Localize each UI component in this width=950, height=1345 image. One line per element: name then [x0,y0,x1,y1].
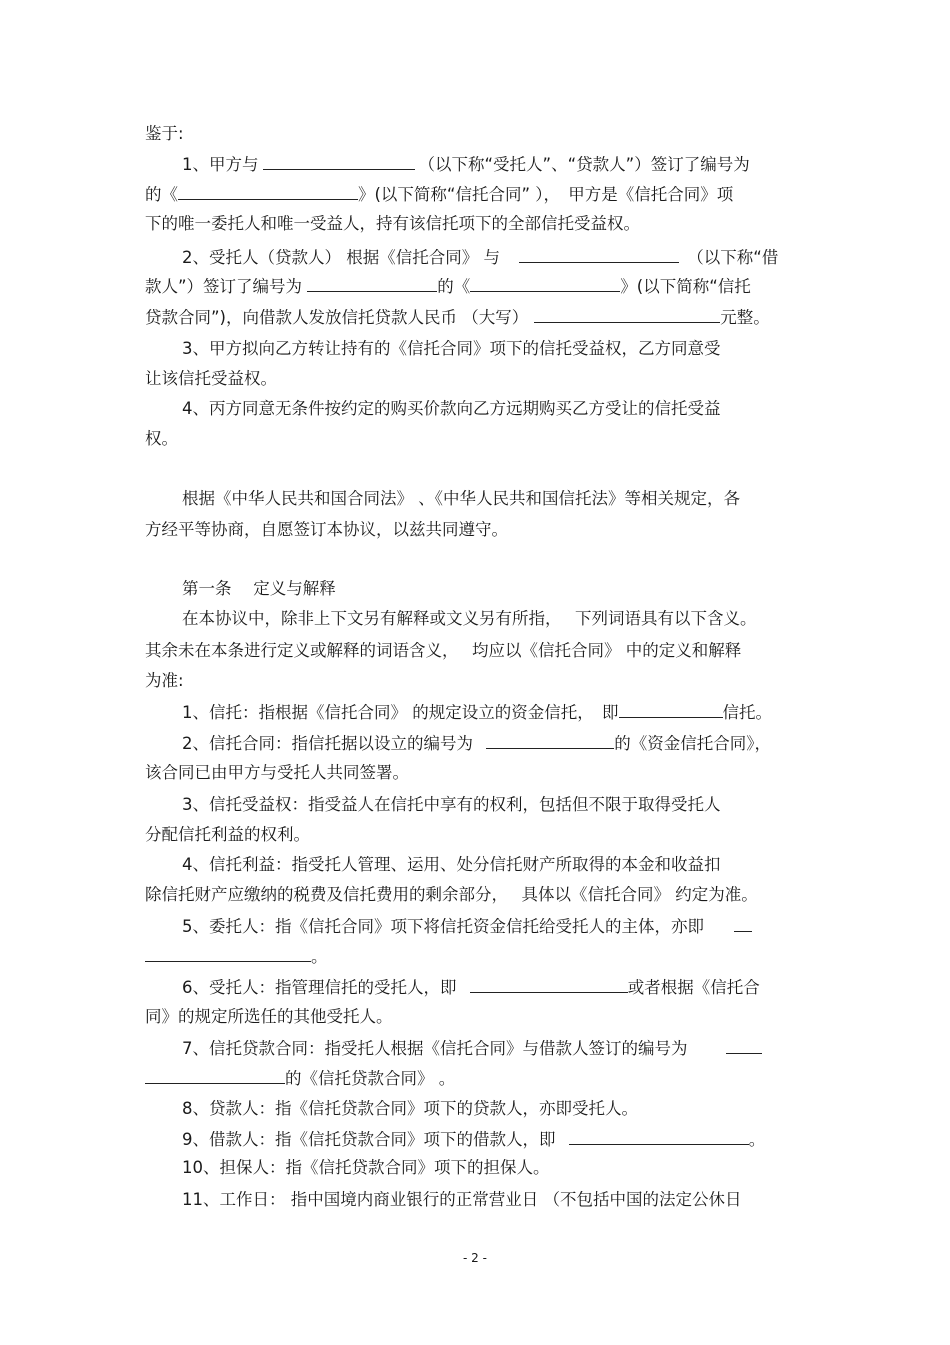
line-text: 或者根据《信托合 [627,978,760,997]
text-line [145,519,508,541]
text-line [182,608,757,630]
text-line [182,915,752,938]
line-text: 》(以下简称“信托合同” ）， 甲方是《信托合同》项 [358,185,734,204]
fill-in-blank[interactable] [734,915,752,932]
text-line [145,1067,455,1090]
text-line [182,398,721,420]
fill-in-blank[interactable] [619,701,723,718]
line-text: 同》的规定所选任的其他受托人。 [145,1007,393,1026]
fill-in-blank[interactable] [263,153,415,170]
line-text: 下的唯一委托人和唯一受益人，持有该信托项下的全部信托受益权。 [145,214,640,233]
line-text: 8、贷款人：指《信托贷款合同》项下的贷款人，亦即受托人。 [182,1099,638,1118]
fill-in-blank[interactable] [470,976,628,993]
fill-in-blank[interactable] [145,945,311,962]
line-text: 其余未在本条进行定义或解释的词语含义， 均应以《信托合同》 中的定义和解释 [145,641,742,660]
line-text: 的《资金信托合同》， [614,734,771,753]
text-line [182,1128,765,1151]
fill-in-blank[interactable] [534,306,720,323]
line-text: 2、信托合同：指信托据以设立的编号为 [182,734,479,753]
line-text: 9、借款人：指《信托贷款合同》项下的借款人，即 [182,1130,561,1149]
line-text: 鉴于: [145,124,184,143]
line-text: 4、信托利益：指受托人管理、运用、处分信托财产所取得的本金和收益扣 [182,855,721,874]
line-text: 为准: [145,671,184,690]
line-text: 》(以下简称“信托 [620,277,751,296]
text-line [182,1189,742,1211]
text-line [145,306,770,329]
fill-in-blank[interactable] [519,246,679,263]
text-line [145,123,184,145]
text-line [182,338,721,360]
fill-in-blank[interactable] [145,1067,285,1084]
line-text: 2、受托人（贷款人） 根据《信托合同》 与 [182,248,506,267]
line-text: 权。 [145,429,178,448]
page-number: - 2 - [463,1251,487,1265]
line-text: 10、担保人：指《信托贷款合同》项下的担保人。 [182,1158,550,1177]
line-text: 在本协议中，除非上下文另有解释或文义另有所指， 下列词语具有以下含义。 [182,609,757,628]
text-line [145,670,184,692]
line-text: 的《 [145,185,178,204]
line-text: 元整。 [720,308,770,327]
text-line [145,213,640,235]
text-line [145,640,741,662]
text-line [182,153,750,176]
line-text: 款人”）签订了编号为 [145,277,308,296]
text-line [145,945,328,968]
fill-in-blank[interactable] [307,275,437,292]
line-text: 让该信托受益权。 [145,369,277,388]
line-text: 11、工作日： 指中国境内商业银行的正常营业日 （不包括中国的法定公休日 [182,1190,742,1209]
fill-in-blank[interactable] [726,1037,762,1054]
line-text: 方经平等协商，自愿签订本协议，以兹共同遵守。 [145,520,508,539]
line-text: 7、信托贷款合同：指受托人根据《信托合同》与借款人签订的编号为 [182,1039,688,1058]
text-line [145,1006,393,1028]
text-line [145,183,733,206]
fill-in-blank[interactable] [470,275,620,292]
line-text: 该合同已由甲方与受托人共同签署。 [145,763,409,782]
fill-in-blank[interactable] [569,1128,749,1145]
fill-in-blank[interactable] [178,183,358,200]
line-text: 的《信托贷款合同》 。 [285,1069,456,1088]
text-line [182,976,760,999]
text-line [182,488,740,510]
line-text: 分配信托利益的权利。 [145,825,310,844]
line-text: 1、甲方与 [182,155,259,174]
text-line [145,275,751,298]
text-line [145,428,178,450]
text-line [145,884,758,906]
text-line [182,246,778,269]
line-text: 6、受托人：指管理信托的受托人，即 [182,978,462,997]
text-line [182,794,721,816]
text-line [145,824,310,846]
text-line [145,762,409,784]
line-text: 除信托财产应缴纳的税费及信托费用的剩余部分， 具体以《信托合同》 约定为准。 [145,885,758,904]
text-line [145,368,277,390]
line-text: （以下称“借 [687,248,779,267]
line-text: （以下称“受托人”、“贷款人”）签订了编号为 [418,155,750,174]
line-text: 贷款合同”)，向借款人发放信托贷款人民币 （大写） [145,308,529,327]
text-line [182,854,721,876]
line-text: 4、丙方同意无条件按约定的购买价款向乙方远期购买乙方受让的信托受益 [182,399,721,418]
text-line [182,732,771,755]
line-text: 。 [748,1130,766,1149]
fill-in-blank[interactable] [486,732,614,749]
line-text: 。 [311,947,328,966]
line-text: 信托。 [722,703,772,722]
text-line [182,701,772,724]
text-line [182,1037,762,1060]
line-text: 第一条 定义与解释 [182,579,336,598]
line-text: 3、甲方拟向乙方转让持有的《信托合同》项下的信托受益权，乙方同意受 [182,339,721,358]
line-text: 根据《中华人民共和国合同法》 、《中华人民共和国信托法》等相关规定，各 [182,489,740,508]
line-text: 1、信托：指根据《信托合同》 的规定设立的资金信托， 即 [182,703,619,722]
line-text: 3、信托受益权：指受益人在信托中享有的权利，包括但不限于取得受托人 [182,795,721,814]
line-text: 5、委托人：指《信托合同》项下将信托资金信托给受托人的主体，亦即 [182,917,704,936]
text-line [182,1157,550,1179]
text-line [182,1098,638,1120]
line-text: 的《 [437,277,471,296]
section-heading [182,578,336,600]
